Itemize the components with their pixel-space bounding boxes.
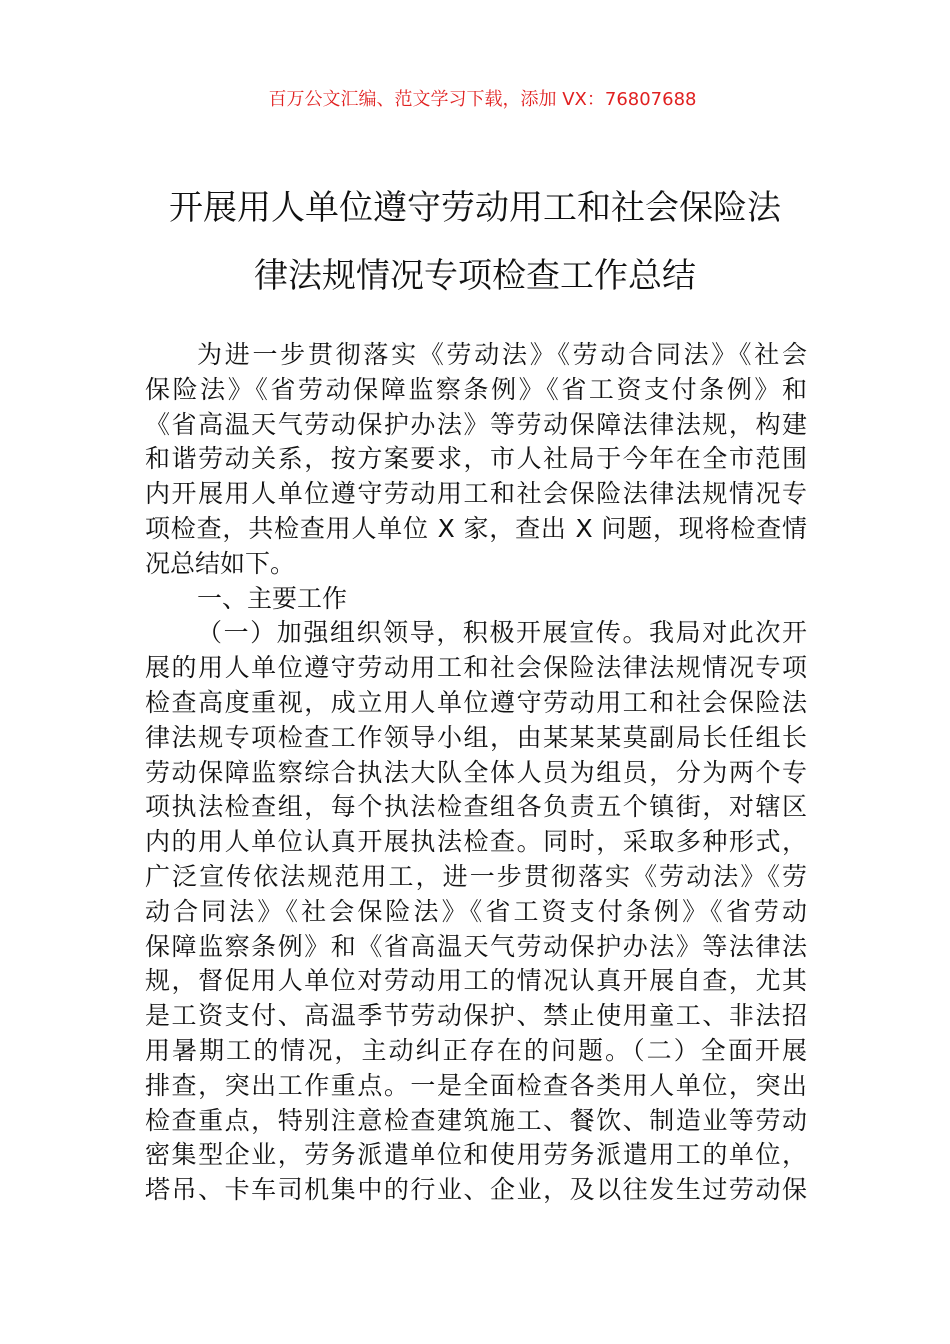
body-text-line: 密集型企业，劳务派遣单位和使用劳务派遣用工的单位， <box>145 1140 807 1170</box>
body-text-line: 检查重点，特别注意检查建筑施工、餐饮、制造业等劳动 <box>145 1105 807 1135</box>
body-text-line: 况总结如下。 <box>145 548 296 578</box>
body-text-line: 《省高温天气劳动保护办法》等劳动保障法律法规，构建 <box>145 409 807 439</box>
body-text-line: 动合同法》《社会保险法》《省工资支付条例》《省劳动 <box>145 896 807 926</box>
body-text-line: 广泛宣传依法规范用工，进一步贯彻落实《劳动法》《劳 <box>145 861 807 891</box>
body-text-line: 规，督促用人单位对劳动用工的情况认真开展自查，尤其 <box>145 966 807 996</box>
body-text-line: 用暑期工的情况，主动纠正存在的问题。（二）全面开展 <box>145 1035 807 1065</box>
body-text-line: 排查，突出工作重点。一是全面检查各类用人单位，突出 <box>145 1070 807 1100</box>
body-text-line: 内的用人单位认真开展执法检查。同时，采取多种形式， <box>145 827 807 857</box>
body-text-line: 是工资支付、高温季节劳动保护、禁止使用童工、非法招 <box>145 1001 807 1031</box>
body-text-line: 检查高度重视，成立用人单位遵守劳动用工和社会保险法 <box>145 687 807 717</box>
body-text-line: 项执法检查组，每个执法检查组各负责五个镇街，对辖区 <box>145 792 807 822</box>
body-text-line: 项检查，共检查用人单位 X 家，查出 X 问题，现将检查情 <box>145 513 807 543</box>
body-text-line: 保障监察条例》和《省高温天气劳动保护办法》等法律法 <box>145 931 807 961</box>
document-title-line-2: 律法规情况专项检查工作总结 <box>254 256 696 296</box>
document-body <box>145 338 807 1208</box>
document-title-line-1: 开展用人单位遵守劳动用工和社会保险法 <box>169 188 781 228</box>
body-text-line: 劳动保障监察综合执法大队全体人员为组员，分为两个专 <box>145 757 807 787</box>
body-text-line: 律法规专项检查工作领导小组，由某某某莫副局长任组长 <box>145 722 807 752</box>
body-text-line: 为进一步贯彻落实《劳动法》《劳动合同法》《社会 <box>197 340 807 369</box>
body-text-line: 和谐劳动关系，按方案要求，市人社局于今年在全市范围 <box>145 444 807 474</box>
body-text-line: （一）加强组织领导，积极开展宣传。我局对此次开 <box>197 618 807 648</box>
watermark-header: 百万公文汇编、范文学习下载，添加 VX：76807688 <box>268 89 697 110</box>
body-text-line: 塔吊、卡车司机集中的行业、企业，及以往发生过劳动保 <box>145 1175 807 1205</box>
body-text-line: 内开展用人单位遵守劳动用工和社会保险法律法规情况专 <box>145 479 807 509</box>
body-text-line: 展的用人单位遵守劳动用工和社会保险法律法规情况专项 <box>145 653 807 683</box>
body-text-line: 一、主要工作 <box>197 583 348 613</box>
body-text-line: 保险法》《省劳动保障监察条例》《省工资支付条例》和 <box>145 374 807 404</box>
